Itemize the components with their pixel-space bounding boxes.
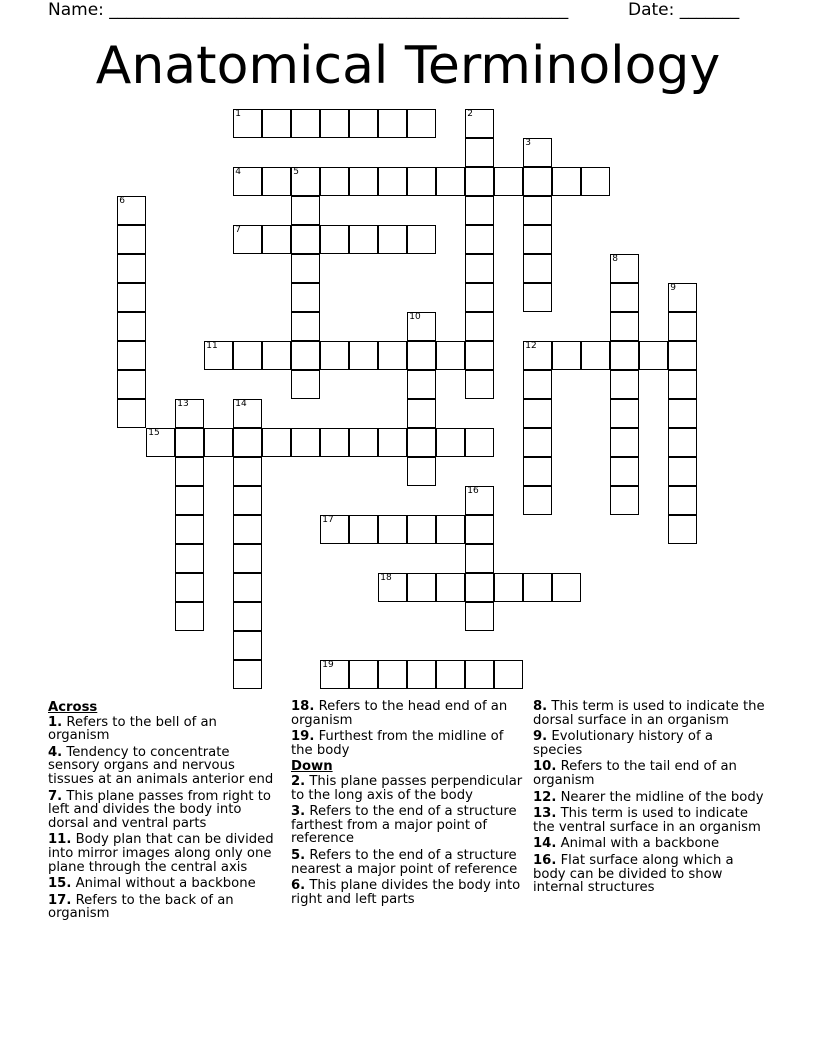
grid-cell[interactable] — [320, 167, 349, 196]
grid-cell[interactable] — [349, 109, 378, 138]
clue-item-text: This term is used to indicate the ventral surface in an organism — [533, 806, 761, 835]
across-clue-list — [48, 716, 280, 921]
grid-cell[interactable] — [436, 341, 465, 370]
clue-number: 16 — [467, 486, 479, 497]
date-field: Date: _______ — [628, 0, 740, 20]
grid-cell[interactable] — [146, 428, 175, 457]
clues-column-2 — [291, 700, 523, 909]
grid-cell[interactable] — [175, 457, 204, 486]
grid-cell[interactable] — [175, 515, 204, 544]
grid-cell[interactable] — [668, 341, 697, 370]
clue-item-number: 18. — [291, 699, 315, 714]
grid-cell[interactable] — [668, 399, 697, 428]
grid-cell[interactable] — [465, 370, 494, 399]
clue-item — [48, 894, 280, 921]
grid-cell[interactable] — [668, 312, 697, 341]
grid-cell[interactable] — [407, 573, 436, 602]
grid-cell[interactable] — [378, 167, 407, 196]
grid-cell[interactable] — [175, 544, 204, 573]
grid-cell[interactable] — [465, 341, 494, 370]
across-clue-list-continued — [291, 700, 523, 757]
clues-column-3 — [533, 700, 765, 898]
clue-item-number: 15. — [48, 876, 72, 892]
grid-cell[interactable] — [320, 515, 349, 544]
grid-cell[interactable] — [378, 660, 407, 689]
grid-cell[interactable] — [668, 370, 697, 399]
grid-cell[interactable] — [407, 109, 436, 138]
clue-item-number: 7. — [48, 788, 63, 804]
grid-cell[interactable] — [291, 196, 320, 225]
grid-cell[interactable] — [523, 457, 552, 486]
grid-cell[interactable] — [465, 573, 494, 602]
grid-cell[interactable] — [407, 341, 436, 370]
grid-cell[interactable] — [465, 109, 494, 138]
grid-cell[interactable] — [117, 341, 146, 370]
clue-item — [533, 730, 765, 757]
grid-cell[interactable] — [668, 457, 697, 486]
grid-cell[interactable] — [465, 428, 494, 457]
grid-cell[interactable] — [465, 602, 494, 631]
grid-cell[interactable] — [436, 573, 465, 602]
grid-cell[interactable] — [349, 428, 378, 457]
grid-cell[interactable] — [523, 225, 552, 254]
grid-cell[interactable] — [233, 573, 262, 602]
grid-cell[interactable] — [465, 312, 494, 341]
clue-item-number: 11. — [48, 832, 72, 848]
grid-cell[interactable] — [523, 254, 552, 283]
clue-item-number: 17. — [48, 892, 72, 908]
clue-number: 3 — [525, 138, 531, 149]
clue-item-text: This term is used to indicate the dorsal surface in an organism — [533, 699, 765, 728]
grid-cell[interactable] — [291, 428, 320, 457]
clue-item — [533, 837, 765, 851]
grid-cell[interactable] — [610, 254, 639, 283]
grid-cell[interactable] — [233, 167, 262, 196]
grid-cell[interactable] — [349, 515, 378, 544]
grid-cell[interactable] — [233, 341, 262, 370]
clue-number: 13 — [177, 399, 189, 410]
name-field: Name: ______________________________________________________ — [48, 0, 569, 20]
clue-item-text: Refers to the back of an organism — [48, 892, 234, 922]
grid-cell[interactable] — [668, 486, 697, 515]
grid-cell[interactable] — [465, 544, 494, 573]
grid-cell[interactable] — [465, 254, 494, 283]
grid-cell[interactable] — [610, 457, 639, 486]
grid-cell[interactable] — [407, 225, 436, 254]
grid-cell[interactable] — [291, 254, 320, 283]
grid-cell[interactable] — [117, 399, 146, 428]
grid-cell[interactable] — [494, 573, 523, 602]
clue-item-number: 10. — [533, 759, 557, 775]
grid-cell[interactable] — [320, 341, 349, 370]
grid-cell[interactable] — [436, 428, 465, 457]
grid-cell[interactable] — [175, 428, 204, 457]
clue-number: 1 — [235, 109, 241, 120]
clues-column-1 — [48, 700, 280, 924]
clue-item — [48, 746, 280, 787]
clue-item-number: 19. — [291, 729, 315, 745]
grid-cell[interactable] — [378, 428, 407, 457]
grid-cell[interactable] — [233, 399, 262, 428]
grid-cell[interactable] — [523, 341, 552, 370]
clue-number: 12 — [525, 341, 537, 352]
grid-cell[interactable] — [552, 341, 581, 370]
clue-number: 4 — [235, 167, 241, 178]
grid-cell[interactable] — [407, 428, 436, 457]
grid-cell[interactable] — [407, 370, 436, 399]
grid-cell[interactable] — [465, 138, 494, 167]
grid-cell[interactable] — [378, 515, 407, 544]
grid-cell[interactable] — [407, 457, 436, 486]
clue-number: 5 — [293, 167, 299, 178]
grid-cell[interactable] — [581, 341, 610, 370]
grid-cell[interactable] — [407, 660, 436, 689]
down-heading: Down — [291, 759, 333, 775]
grid-cell[interactable] — [407, 399, 436, 428]
grid-cell[interactable] — [436, 660, 465, 689]
grid-cell[interactable] — [610, 486, 639, 515]
clue-item-number: 8. — [533, 699, 548, 714]
grid-cell[interactable] — [523, 370, 552, 399]
grid-cell[interactable] — [436, 167, 465, 196]
grid-cell[interactable] — [175, 486, 204, 515]
clue-item-text: Tendency to concentrate sensory organs and nervous tissues at an animals anterior end — [48, 744, 274, 787]
clue-item-number: 13. — [533, 806, 557, 822]
grid-cell[interactable] — [436, 515, 465, 544]
page-title: Anatomical Terminology — [95, 36, 721, 96]
grid-cell[interactable] — [349, 167, 378, 196]
grid-cell[interactable] — [523, 283, 552, 312]
clue-item-text: Refers to the end of a structure farthest from a major point of reference — [291, 804, 517, 847]
clue-number: 7 — [235, 225, 241, 236]
clue-item-text: Refers to the end of a structure nearest a major point of reference — [291, 847, 518, 877]
clue-item-number: 4. — [48, 744, 63, 760]
clue-number: 8 — [612, 254, 618, 265]
grid-cell[interactable] — [465, 225, 494, 254]
grid-cell[interactable] — [465, 283, 494, 312]
clue-item-text: Animal without a backbone — [71, 876, 256, 892]
clue-item-number: 12. — [533, 789, 557, 805]
grid-cell[interactable] — [668, 515, 697, 544]
grid-cell[interactable] — [233, 457, 262, 486]
grid-cell[interactable] — [233, 602, 262, 631]
clue-item-text: Flat surface along which a body can be divided to show internal structures — [533, 852, 734, 896]
clue-item-text: Body plan that can be divided into mirror images along only one plane through the central axis — [48, 832, 274, 875]
clue-number: 6 — [119, 196, 125, 207]
grid-cell[interactable] — [117, 254, 146, 283]
clue-number: 10 — [409, 312, 421, 323]
clue-item-text: Nearer the midline of the body — [556, 789, 764, 805]
grid-cell[interactable] — [639, 341, 668, 370]
grid-cell[interactable] — [523, 196, 552, 225]
grid-cell[interactable] — [262, 428, 291, 457]
clue-number: 19 — [322, 660, 334, 671]
clue-item — [533, 854, 765, 895]
grid-cell[interactable] — [291, 341, 320, 370]
clue-item-text: This plane passes from right to left and divides the body into dorsal and ventral parts — [48, 788, 271, 831]
clue-item-text: Furthest from the midline of the body — [291, 729, 504, 758]
clue-item — [48, 790, 280, 831]
grid-cell[interactable] — [262, 109, 291, 138]
grid-cell[interactable] — [349, 660, 378, 689]
clue-item-text: This plane passes perpendicular to the long axis of the body — [291, 773, 523, 803]
grid-cell[interactable] — [581, 167, 610, 196]
clue-item-number: 9. — [533, 729, 548, 745]
clue-item — [291, 700, 523, 727]
grid-cell[interactable] — [523, 167, 552, 196]
grid-cell[interactable] — [349, 341, 378, 370]
grid-cell[interactable] — [552, 167, 581, 196]
grid-cell[interactable] — [320, 428, 349, 457]
grid-cell[interactable] — [291, 225, 320, 254]
grid-cell[interactable] — [465, 660, 494, 689]
grid-cell[interactable] — [610, 399, 639, 428]
grid-cell[interactable] — [465, 167, 494, 196]
grid-cell[interactable] — [233, 544, 262, 573]
grid-cell[interactable] — [233, 486, 262, 515]
clue-item — [48, 716, 280, 743]
clue-item-number: 6. — [291, 878, 306, 894]
down-clue-list — [291, 775, 523, 906]
grid-cell[interactable] — [117, 283, 146, 312]
clue-item — [291, 879, 523, 906]
clue-number: 2 — [467, 109, 473, 120]
grid-cell[interactable] — [378, 109, 407, 138]
down-clue-list-continued — [533, 700, 765, 895]
grid-cell[interactable] — [204, 341, 233, 370]
grid-cell[interactable] — [610, 370, 639, 399]
grid-cell[interactable] — [552, 573, 581, 602]
clue-item — [533, 700, 765, 727]
grid-cell[interactable] — [262, 225, 291, 254]
clue-number: 11 — [206, 341, 218, 352]
clue-number: 14 — [235, 399, 247, 410]
clue-number: 9 — [670, 283, 676, 294]
grid-cell[interactable] — [233, 109, 262, 138]
clue-item-text: Refers to the head end of an organism — [291, 699, 508, 728]
grid-cell[interactable] — [233, 428, 262, 457]
grid-cell[interactable] — [262, 167, 291, 196]
grid-cell[interactable] — [523, 399, 552, 428]
grid-cell[interactable] — [494, 167, 523, 196]
clue-number: 18 — [380, 573, 392, 584]
clue-item-number: 16. — [533, 852, 557, 868]
grid-cell[interactable] — [233, 515, 262, 544]
grid-cell[interactable] — [291, 109, 320, 138]
clue-item-text: Refers to the bell of an organism — [48, 714, 217, 744]
grid-cell[interactable] — [233, 660, 262, 689]
grid-cell[interactable] — [378, 225, 407, 254]
grid-cell[interactable] — [465, 486, 494, 515]
grid-cell[interactable] — [407, 167, 436, 196]
clue-item-text: Evolutionary history of a species — [533, 729, 713, 758]
clue-item — [291, 775, 523, 802]
clue-item — [533, 807, 765, 834]
grid-cell[interactable] — [291, 312, 320, 341]
grid-cell[interactable] — [320, 660, 349, 689]
grid-cell[interactable] — [610, 283, 639, 312]
grid-cell[interactable] — [291, 167, 320, 196]
grid-cell[interactable] — [320, 225, 349, 254]
grid-cell[interactable] — [233, 225, 262, 254]
grid-cell[interactable] — [262, 341, 291, 370]
grid-cell[interactable] — [233, 631, 262, 660]
grid-cell[interactable] — [320, 109, 349, 138]
grid-cell[interactable] — [610, 312, 639, 341]
clue-item-text: Refers to the tail end of an organism — [533, 759, 737, 788]
clue-number: 17 — [322, 515, 334, 526]
clue-item-number: 2. — [291, 773, 306, 789]
grid-cell[interactable] — [523, 428, 552, 457]
clue-item — [533, 791, 765, 805]
grid-cell[interactable] — [117, 312, 146, 341]
clue-item-text: Animal with a backbone — [556, 836, 720, 852]
grid-cell[interactable] — [523, 486, 552, 515]
clue-item-number: 1. — [48, 714, 63, 730]
grid-cell[interactable] — [117, 196, 146, 225]
clue-number: 15 — [148, 428, 160, 439]
grid-cell[interactable] — [175, 573, 204, 602]
grid-cell[interactable] — [610, 428, 639, 457]
clue-item — [48, 877, 280, 891]
clue-item — [291, 805, 523, 846]
grid-cell[interactable] — [175, 602, 204, 631]
grid-cell[interactable] — [117, 370, 146, 399]
grid-cell[interactable] — [117, 225, 146, 254]
grid-cell[interactable] — [610, 341, 639, 370]
grid-cell[interactable] — [407, 312, 436, 341]
grid-cell[interactable] — [378, 341, 407, 370]
grid-cell[interactable] — [668, 428, 697, 457]
grid-cell[interactable] — [175, 399, 204, 428]
clue-item-text: This plane divides the body into right and left parts — [291, 878, 521, 907]
grid-cell[interactable] — [523, 573, 552, 602]
grid-cell[interactable] — [291, 370, 320, 399]
clue-item-number: 3. — [291, 804, 306, 820]
across-heading: Across — [48, 700, 98, 715]
clue-item — [48, 833, 280, 874]
grid-cell[interactable] — [349, 225, 378, 254]
grid-cell[interactable] — [465, 515, 494, 544]
grid-cell[interactable] — [291, 283, 320, 312]
grid-cell[interactable] — [668, 283, 697, 312]
grid-cell[interactable] — [204, 428, 233, 457]
grid-cell[interactable] — [407, 515, 436, 544]
grid-cell[interactable] — [465, 196, 494, 225]
clue-item — [533, 760, 765, 787]
clue-item-number: 5. — [291, 847, 306, 863]
clue-item — [291, 730, 523, 757]
grid-cell[interactable] — [494, 660, 523, 689]
grid-cell[interactable] — [523, 138, 552, 167]
clue-item-number: 14. — [533, 836, 557, 852]
clue-item — [291, 849, 523, 876]
grid-cell[interactable] — [378, 573, 407, 602]
